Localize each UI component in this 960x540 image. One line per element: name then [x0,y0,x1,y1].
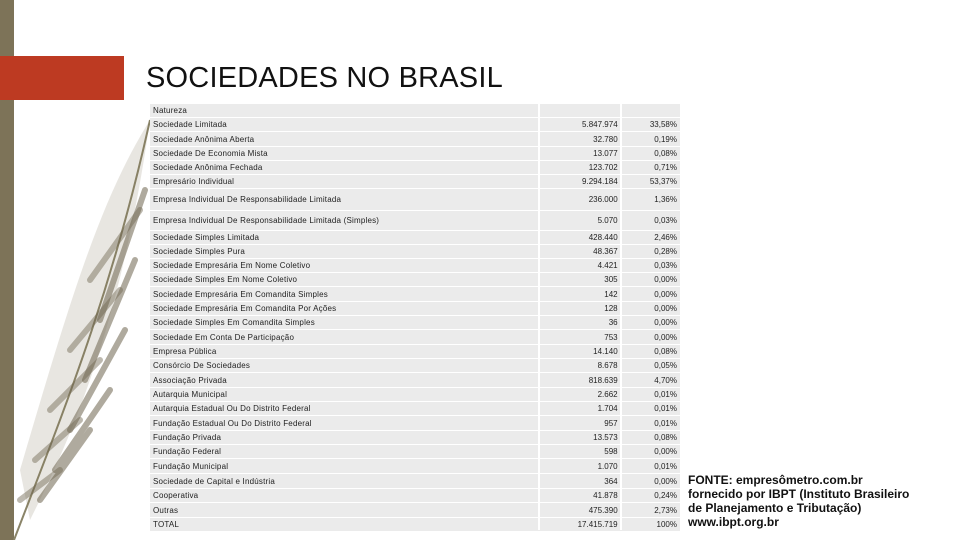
row-percentage: 100% [656,520,677,529]
row-count: 598 [604,447,618,456]
row-percentage: 53,37% [649,177,677,186]
table-row [150,175,680,189]
row-percentage: 0,03% [654,216,677,225]
row-percentage: 0,28% [654,247,677,256]
row-natureza: Cooperativa [153,491,199,500]
row-percentage: 1,36% [654,195,677,204]
row-natureza: Sociedade Limitada [153,120,227,129]
row-natureza: Empresa Pública [153,347,217,356]
row-natureza: Sociedade De Economia Mista [153,149,268,158]
table-row [150,402,680,416]
row-natureza: Sociedade Simples Em Comandita Simples [153,318,315,327]
row-natureza: Empresa Individual De Responsabilidade Limitada (Simples) [153,216,380,225]
row-natureza: Sociedade Empresária Em Comandita Por Ações [153,304,337,313]
column-separator [538,104,540,530]
table-row [150,373,680,388]
row-count: 818.639 [588,375,618,385]
row-percentage: 0,00% [654,275,677,284]
row-count: 236.000 [588,195,618,204]
table-row [150,489,680,503]
source-line: www.ibpt.org.br [688,515,779,529]
row-count: 142 [604,289,618,299]
row-count: 753 [604,332,618,342]
table-row [150,359,680,373]
row-natureza: Fundação Federal [153,447,222,456]
row-count: 13.077 [593,149,618,158]
row-count: 13.573 [593,433,618,442]
row-natureza: Empresa Individual De Responsabilidade Limitada [153,195,342,204]
row-natureza: Sociedade Simples Em Nome Coletivo [153,275,298,284]
row-count: 4.421 [597,261,618,270]
table-row [150,431,680,445]
table-row [150,388,680,402]
row-count: 123.702 [588,163,618,172]
row-percentage: 2,73% [654,505,677,515]
row-count: 305 [604,275,618,284]
row-natureza: Sociedade Simples Limitada [153,233,260,242]
table-row [150,231,680,245]
row-count: 1.704 [597,404,618,413]
row-percentage: 0,19% [654,134,677,144]
row-count: 48.367 [593,247,618,256]
row-percentage: 0,00% [654,289,677,299]
row-natureza: Fundação Municipal [153,461,229,471]
table-row [150,302,680,316]
row-natureza: Fundação Privada [153,433,222,442]
row-natureza: Sociedade Anônima Aberta [153,134,255,144]
table-row [150,273,680,287]
row-natureza: Outras [153,505,179,515]
row-natureza: Sociedade Anônima Fechada [153,163,263,172]
table-row [150,316,680,330]
table-row [150,445,680,459]
table-row [150,147,680,161]
row-count: 364 [604,476,618,486]
row-natureza: Sociedade de Capital e Indústria [153,476,276,486]
source-line: de Planejamento e Tributação) [688,501,862,515]
row-percentage: 33,58% [649,120,677,129]
row-percentage: 0,00% [654,304,677,313]
row-count: 9.294.184 [582,177,618,186]
row-natureza: Autarquia Municipal [153,390,228,399]
table-header-row [150,104,680,118]
table-row [150,287,680,302]
data-table [150,104,680,532]
table-row [150,503,680,518]
title-accent-block [0,56,124,100]
row-percentage: 0,71% [654,163,677,172]
row-percentage: 0,00% [654,332,677,342]
row-natureza: Sociedade Simples Pura [153,247,246,256]
source-line: fornecido por IBPT (Instituto Brasileiro [688,487,910,501]
table-total-row [150,518,680,532]
row-percentage: 0,01% [654,390,677,399]
row-percentage: 0,01% [654,404,677,413]
row-percentage: 0,01% [654,461,677,471]
table-row [150,416,680,431]
row-count: 957 [604,418,618,428]
row-percentage: 2,46% [654,233,677,242]
row-natureza: Empresário Individual [153,177,235,186]
source-note [688,473,960,529]
table-row [150,259,680,273]
row-count: 32.780 [593,134,618,144]
table-row [150,345,680,359]
header-natureza: Natureza [153,106,188,115]
table-row [150,189,680,211]
row-natureza: Fundação Estadual Ou Do Distrito Federal [153,418,312,428]
table-row [150,161,680,175]
row-count: 1.070 [597,461,618,471]
table-row [150,132,680,147]
row-natureza: Sociedade Em Conta De Participação [153,332,295,342]
row-count: 5.847.974 [582,120,618,129]
table-row [150,474,680,489]
row-count: 41.878 [593,491,618,500]
row-percentage: 0,08% [654,433,677,442]
row-count: 17.415.719 [577,520,618,529]
row-percentage: 0,03% [654,261,677,270]
row-count: 428.440 [588,233,618,242]
row-natureza: TOTAL [153,520,180,529]
row-count: 128 [604,304,618,313]
row-count: 475.390 [588,505,618,515]
row-percentage: 0,24% [654,491,677,500]
table-row [150,459,680,474]
row-percentage: 0,01% [654,418,677,428]
table-row [150,211,680,231]
row-natureza: Associação Privada [153,375,227,385]
row-count: 36 [608,318,618,327]
row-percentage: 0,00% [654,447,677,456]
row-natureza: Sociedade Empresária Em Comandita Simples [153,289,328,299]
row-count: 5.070 [597,216,618,225]
row-percentage: 0,08% [654,347,677,356]
row-count: 14.140 [593,347,618,356]
row-natureza: Sociedade Empresária Em Nome Coletivo [153,261,311,270]
column-separator [620,104,622,530]
row-percentage: 0,00% [654,318,677,327]
row-percentage: 0,08% [654,149,677,158]
table-row [150,330,680,345]
table-row [150,118,680,132]
row-percentage: 4,70% [654,375,677,385]
row-natureza: Consórcio De Sociedades [153,361,251,370]
row-count: 8.678 [597,361,618,370]
table-row [150,245,680,259]
row-percentage: 0,00% [654,476,677,486]
row-percentage: 0,05% [654,361,677,370]
row-count: 2.662 [597,390,618,399]
slide-title: SOCIEDADES NO BRASIL [146,62,503,94]
source-line: FONTE: empresômetro.com.br [688,473,863,487]
row-natureza: Autarquia Estadual Ou Do Distrito Federal [153,404,311,413]
